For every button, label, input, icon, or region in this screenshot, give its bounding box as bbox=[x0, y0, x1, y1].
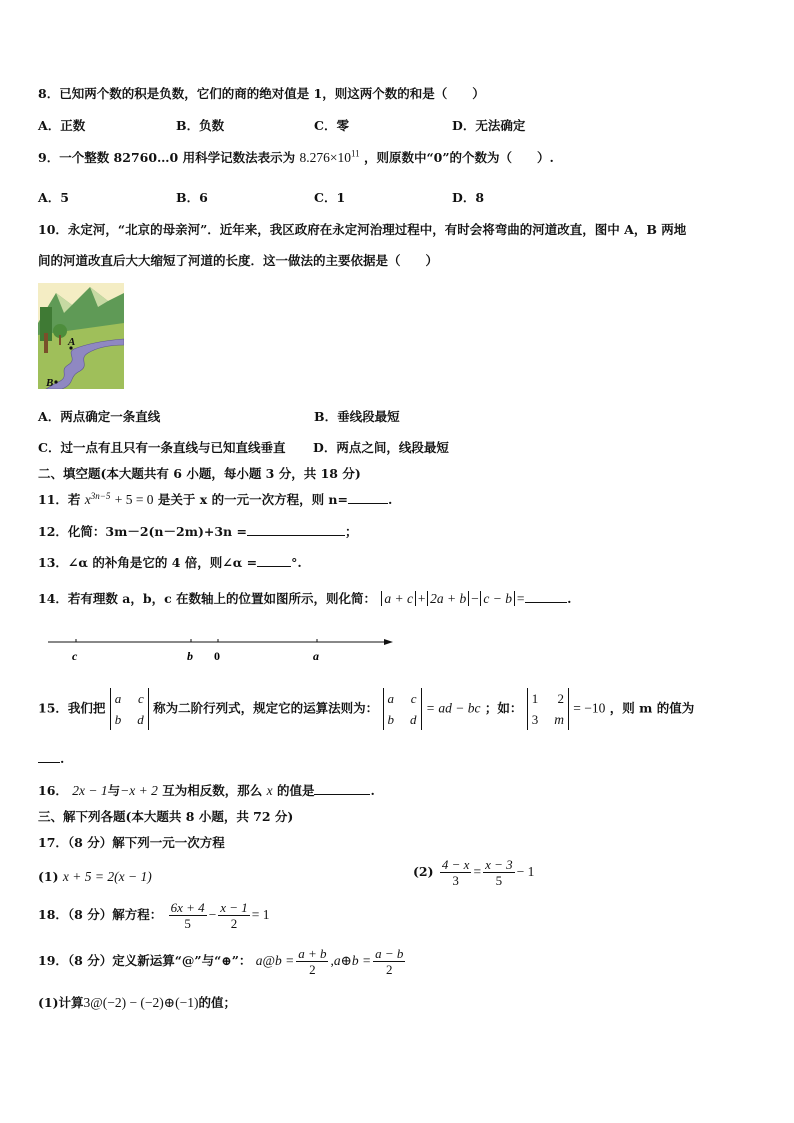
q15-answer-line bbox=[38, 750, 64, 766]
q17-part-1-equation: x + 5 = 2(x − 1) bbox=[62, 869, 152, 884]
q18-fraction-2: $\frac{x - 1}{2}$ bbox=[220, 900, 248, 931]
q12-end: ； bbox=[344, 524, 358, 539]
q15-value: = −10 bbox=[573, 700, 606, 716]
q11-exponent: 3n−5 bbox=[90, 490, 111, 501]
q19-fraction-2: $\frac{a - b}{2}$ bbox=[375, 946, 404, 977]
q18-stem: 18．（8 分）解方程： bbox=[38, 907, 163, 922]
q16-post: 的值是 bbox=[276, 783, 315, 798]
q11-pre: 11．若 bbox=[38, 492, 81, 507]
q14-abs-2: 2a + b bbox=[427, 591, 469, 606]
q15-pre: 15．我们把 bbox=[38, 700, 106, 716]
river-illustration bbox=[38, 283, 124, 389]
number-line-label-c: c bbox=[72, 649, 78, 663]
q9-option-d: D．8 bbox=[452, 190, 485, 205]
q19-part-1-label: (1)计算 bbox=[38, 995, 84, 1010]
q11-eq: + 5 = 0 bbox=[114, 492, 154, 507]
q19-fraction-1: $\frac{a + b}{2}$ bbox=[298, 946, 327, 977]
q8-option-d: D．无法确定 bbox=[452, 118, 526, 133]
number-line-label-b: b bbox=[187, 649, 193, 663]
q15-post: ，则 m 的值为 bbox=[609, 700, 695, 716]
number-line bbox=[48, 632, 398, 664]
q10-line1: 10．永定河，“北京的母亲河”．近年来，我区政府在永定河治理过程中，有时会将弯曲的河道改直，图中 A，B 两地 bbox=[38, 222, 687, 237]
q12-text: 12．化简：3m－2(n－2m)+3n = bbox=[38, 524, 247, 539]
q15-answer-blank bbox=[38, 750, 60, 763]
q10-option-c: C．过一点有且只有一条直线与已知直线垂直 bbox=[38, 440, 286, 455]
q11-answer-blank bbox=[348, 491, 388, 504]
q15-rule: = ad − bc bbox=[425, 700, 481, 716]
q14 bbox=[38, 589, 572, 607]
q14-pre: 14．若有理数 a，b，c 在数轴上的位置如图所示，则化简： bbox=[38, 591, 377, 606]
q15-end: . bbox=[60, 751, 65, 766]
q15-determinant-1: a c b d bbox=[110, 688, 149, 730]
q11 bbox=[38, 490, 392, 508]
q8-option-a: A．正数 bbox=[38, 118, 86, 133]
q15-mid-2: ；如： bbox=[484, 700, 523, 716]
q18-tail: = 1 bbox=[251, 907, 270, 922]
q10-option-b: B．垂线段最短 bbox=[314, 409, 400, 424]
q16-pre: 16． bbox=[38, 783, 68, 798]
q9-stem bbox=[38, 148, 554, 166]
q11-end: . bbox=[388, 492, 393, 507]
q14-abs-1: a + c bbox=[381, 591, 416, 606]
q17-part-2-equals: = bbox=[473, 864, 482, 879]
q9-option-a: A．5 bbox=[38, 190, 69, 205]
q9-option-c: C．1 bbox=[314, 190, 346, 205]
q16-x: x bbox=[266, 783, 273, 798]
q16-expr-1: 2x − 1 bbox=[72, 783, 108, 798]
q9-stem-a: 9．一个整数 82760…0 用科学记数法表示为 bbox=[38, 150, 296, 165]
q14-plus: + bbox=[417, 591, 427, 606]
q16-expr-2: −x + 2 bbox=[120, 783, 158, 798]
point-b-label: B bbox=[46, 377, 54, 389]
q12-answer-blank bbox=[247, 523, 345, 536]
q11-post: 是关于 x 的一元一次方程，则 n= bbox=[157, 492, 348, 507]
section-2-heading: 二、填空题(本大题共有 6 小题，每小题 3 分，共 18 分) bbox=[38, 466, 361, 481]
q14-abs-3: c − b bbox=[480, 591, 515, 606]
q14-minus: − bbox=[470, 591, 480, 606]
section-3-heading: 三、解下列各题(本大题共 8 小题，共 72 分) bbox=[38, 809, 294, 824]
q17-fraction-2: $\frac{x - 3}{5}$ bbox=[485, 857, 513, 888]
q16-end: . bbox=[370, 783, 375, 798]
q13 bbox=[38, 553, 302, 571]
q18-minus: − bbox=[208, 907, 217, 922]
q19-def-2: a⊕b = bbox=[333, 953, 372, 968]
q8-option-c: C．零 bbox=[314, 118, 349, 133]
q19-part-1 bbox=[38, 993, 236, 1011]
q19 bbox=[38, 946, 407, 977]
q17-part-1 bbox=[38, 869, 152, 885]
q16-with: 与 bbox=[107, 783, 121, 798]
q15 bbox=[38, 688, 694, 730]
q19-expression: 3@(−2) − (−2)⊕(−1) bbox=[83, 995, 199, 1010]
q17-fraction-1: $\frac{4 - x}{3}$ bbox=[441, 857, 470, 888]
q10-option-a: A．两点确定一条直线 bbox=[38, 409, 161, 424]
q13-text: 13．∠α 的补角是它的 4 倍，则∠α = bbox=[38, 555, 258, 570]
q18-fraction-1: $\frac{6x + 4}{5}$ bbox=[170, 900, 205, 931]
q9-sci-exp: 11 bbox=[350, 148, 360, 159]
q9-sci-notation bbox=[299, 150, 359, 165]
q9-sci-base: 8.276×10 bbox=[299, 150, 351, 165]
q13-answer-blank bbox=[257, 554, 291, 567]
q17-stem: 17．（8 分）解下列一元一次方程 bbox=[38, 835, 225, 850]
q10-line2: 间的河道改直后大大缩短了河道的长度．这一做法的主要依据是（ ） bbox=[38, 253, 439, 268]
q17-part-2 bbox=[413, 857, 534, 888]
q15-determinant-2: a c b d bbox=[383, 688, 422, 730]
q12 bbox=[38, 522, 357, 540]
q11-x: x bbox=[84, 492, 91, 507]
number-line-label-0: 0 bbox=[214, 649, 220, 663]
q19-def-1: a@b = bbox=[255, 953, 295, 968]
q18 bbox=[38, 900, 270, 931]
q13-end: °. bbox=[291, 555, 302, 570]
q10-option-d: D．两点之间，线段最短 bbox=[313, 440, 449, 455]
q9-stem-b: ，则原数中“0”的个数为（ ）. bbox=[363, 150, 554, 165]
point-a-label: A bbox=[68, 336, 76, 348]
q16 bbox=[38, 781, 375, 799]
q14-end: . bbox=[567, 591, 572, 606]
q14-answer-blank bbox=[525, 590, 567, 603]
q16-mid: 互为相反数，那么 bbox=[162, 783, 263, 798]
q17-part-2-tail: − 1 bbox=[516, 864, 535, 879]
q8-stem: 8．已知两个数的积是负数，它们的商的绝对值是 1，则这两个数的和是（ ） bbox=[38, 86, 485, 101]
q14-eq: = bbox=[516, 591, 526, 606]
q16-answer-blank bbox=[314, 782, 370, 795]
q19-sep: , bbox=[330, 953, 334, 968]
q17-part-1-label: (1) bbox=[38, 869, 59, 884]
q8-option-b: B．负数 bbox=[176, 118, 225, 133]
number-line-label-a: a bbox=[313, 649, 319, 663]
q17-part-2-label: (2) bbox=[413, 864, 434, 879]
q9-option-b: B．6 bbox=[176, 190, 208, 205]
q15-determinant-3: 1 2 3 m bbox=[527, 688, 569, 730]
q15-mid-1: 称为二阶行列式，规定它的运算法则为： bbox=[153, 700, 379, 716]
q19-part-1-end: 的值； bbox=[198, 995, 236, 1010]
q19-stem: 19．（8 分）定义新运算“@”与“⊕”： bbox=[38, 953, 252, 968]
